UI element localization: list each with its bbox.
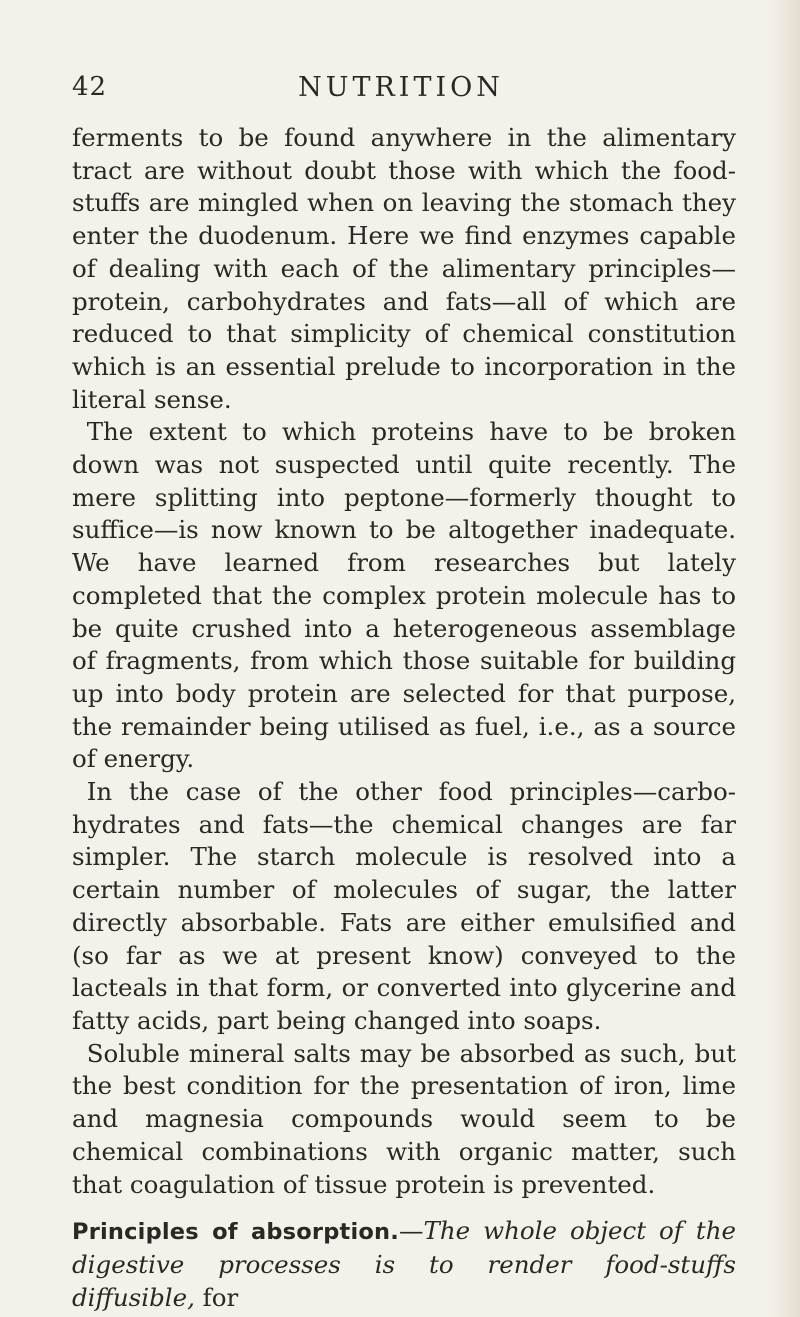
section-trailing-text: for [194,1282,239,1312]
running-title: NUTRITION [298,72,504,103]
paragraph-3: In the case of the other food principles—carbohydrates and fats—the chemical changes are far simpler. The starch molecule is resolved into a certain number of molecules of sugar, the latter directly absorbable. Fats are either emulsified and (so far as we at present know) conveyed to the lacteals in that form, or converted into glycerine and fatty acids, part being changed into soaps. [72,777,736,1035]
paragraph-1: ferments to be found anywhere in the alimentary tract are without doubt those with which the food-stuffs are mingled when on leaving the stomach they enter the duodenum. Here we find enzymes capable of dealing with each of the alimentary principles—protein, carbohydrates and fats—all of which are reduced to that simplicity of chemical constitution which is an essential prelude to incorporation in the literal sense. [72,123,736,414]
section-italic-text: The whole object of the digestive processes is to render food-stuffs diffusible, [72,1216,736,1312]
paragraph-4: Soluble mineral salts may be absorbed as such, but the best condition for the presentation of iron, lime and magnesia compounds would seem to be chemical combinations with organic matter, such that coagulation of tissue protein is prevented. [72,1038,736,1199]
page-edge-shadow [770,0,800,1317]
page-number: 42 [72,72,108,102]
section-heading: Principles of absorption. [72,1219,399,1246]
section-dash: — [399,1216,424,1246]
page-header [72,72,730,116]
paragraph-2: The extent to which proteins have to be broken down was not suspected until quite recently. The mere splitting into peptone—formerly thought to suffice—is now known to be altogether inadequate. We have learned from researches but lately completed that the complex protein molecule has to be quite crushed into a heterogeneous assemblage of fragments, from which those suitable for building up into body protein are selected for that purpose, the remainder being utilised as fuel, i.e., as a source of energy. [72,417,736,774]
body-text [72,122,736,1314]
section-paragraph [72,1215,736,1314]
